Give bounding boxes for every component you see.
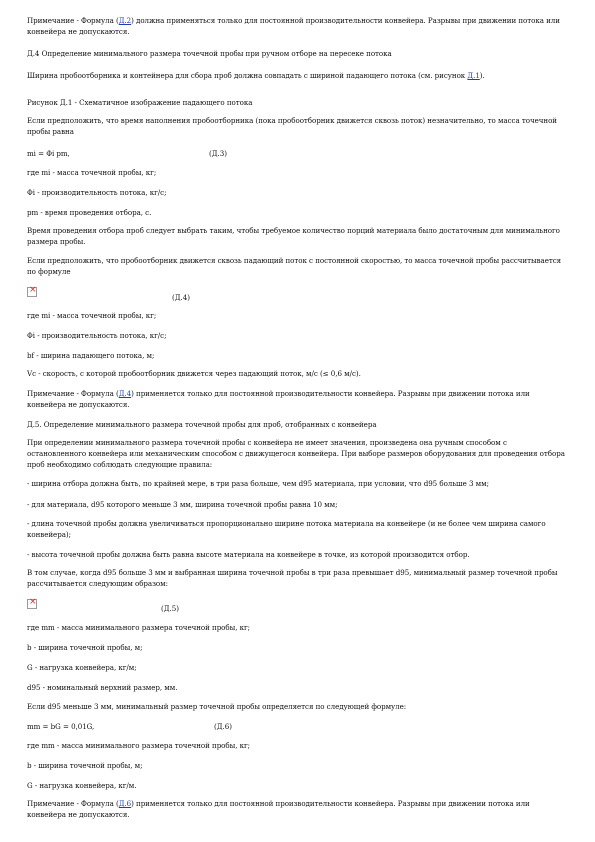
definition-flow-rate: Φi - производительность потока, кг/с;: [27, 331, 167, 340]
rule-item: - высота точечной пробы должна быть равна высоте материала на конвейере в точке, из которой производится отбор.: [27, 550, 470, 559]
formula-d5-image: [27, 599, 37, 609]
note-formula-d6: [27, 798, 567, 820]
note-formula-d4: [27, 388, 567, 410]
note-text: ) должна применяться только для постоянной производительности конвейера. Разрывы при движении потока или конвейера не допускаются.: [27, 16, 560, 36]
definition-flow-rate: Φi - производительность потока, кг/с;: [27, 188, 167, 197]
constant-speed-paragraph: Если предположить, что пробоотборник движется сквозь падающий поток с постоянной скоростью, то масса точечной пробы рассчитывается по формуле: [27, 256, 562, 276]
section-heading-d4: Д.4 Определение минимального размера точечной пробы при ручном отборе на пересеке потока: [27, 49, 392, 58]
definition-stream-width: bf - ширина падающего потока, м;: [27, 351, 155, 360]
definition-increment-width: b - ширина точечной пробы, м;: [27, 761, 143, 770]
definition-conveyor-load: G - нагрузка конвейера, кг/м.: [27, 781, 137, 790]
definition-d95: d95 - номинальный верхний размер, мм.: [27, 683, 178, 692]
definition-mass: где mi - масса точечной пробы, кг;: [27, 311, 157, 320]
definition-min-mass: где mm - масса минимального размера точечной пробы, кг;: [27, 623, 251, 632]
paragraph-text: ).: [479, 71, 485, 80]
note-text: ) применяется только для постоянной производительности конвейера. Разрывы при движении потока или конвейера не допускаются.: [27, 799, 530, 819]
definition-conveyor-load: G - нагрузка конвейера, кг/м;: [27, 663, 137, 672]
formula-d6: mm = bG = 0,01G,: [27, 722, 95, 731]
formula-number-d5: (Д.5): [161, 604, 180, 613]
figure-caption: Рисунок Д.1 - Схематичное изображение падающего потока: [27, 98, 253, 107]
definition-time: pm - время проведения отбора, с.: [27, 208, 152, 217]
formula-number-d4: (Д.4): [172, 293, 191, 302]
rule-item: - длина точечной пробы должна увеличиваться пропорционально ширине потока материала на конвейере (и не более чем ширина самого конвейера);: [27, 519, 546, 539]
sampling-time-paragraph: Если предположить, что время наполнения пробоотборника (пока пробоотборник движется сквозь поток) незначительно, то масса точечной пробы равна: [27, 116, 557, 136]
d95-small-paragraph: Если d95 меньше 3 мм, минимальный размер точечной пробы определяется по следующей формуле:: [27, 702, 407, 711]
figure-link-d1[interactable]: Д.1: [467, 71, 480, 80]
formula-d4-image: [27, 287, 37, 297]
width-paragraph: [27, 70, 567, 81]
formula-link-d2[interactable]: Д.2: [118, 16, 132, 25]
definition-cutter-speed: Vc - скорость, с которой пробоотборник движется через падающий поток, м/с (≤ 0,6 м/с).: [27, 369, 361, 378]
definition-mass: где mi - масса точечной пробы, кг;: [27, 168, 157, 177]
note-text: Примечание - Формула (: [27, 799, 119, 808]
note-text: ) применяется только для постоянной производительности конвейера. Разрывы при движении потока или конвейера не допускаются.: [27, 389, 530, 409]
conveyor-rules-paragraph: При определении минимального размера точечной пробы с конвейера не имеет значения, произведена она ручным способом с остановленного конвейера или механическим способом с движущегося конвейера. При выборе размеров оборудования для проведения отбора проб необходимо соблюдать следующие правила:: [27, 438, 565, 469]
note-text: Примечание - Формула (: [27, 16, 119, 25]
note-formula-d2: [27, 15, 567, 37]
definition-increment-width: b - ширина точечной пробы, м;: [27, 643, 143, 652]
sampling-selection-paragraph: Время проведения отбора проб следует выбрать таким, чтобы требуемое количество порций материала было достаточным для минимального размера пробы.: [27, 226, 560, 246]
paragraph-text: Ширина пробоотборника и контейнера для сбора проб должна совпадать с шириной падающего потока (см. рисунок: [27, 71, 468, 80]
d95-case-paragraph: В том случае, когда d95 больше 3 мм и выбранная ширина точечной пробы в три раза превышает d95, минимальный размер точечной пробы рассчитывается следующим образом:: [27, 568, 558, 588]
formula-link-d6[interactable]: Д.6: [118, 799, 132, 808]
note-text: Примечание - Формула (: [27, 389, 119, 398]
formula-link-d4[interactable]: Д.4: [118, 389, 132, 398]
formula-number-d3: (Д.3): [209, 149, 228, 158]
rule-item: - ширина отбора должна быть, по крайней мере, в три раза больше, чем d95 материала, при условии, что d95 больше 3 мм;: [27, 479, 489, 488]
definition-min-mass: где mm - масса минимального размера точечной пробы, кг;: [27, 741, 251, 750]
rule-item: - для материала, d95 которого меньше 3 мм, ширина точечной пробы равна 10 мм;: [27, 500, 338, 509]
formula-number-d6: (Д.6): [214, 722, 233, 731]
section-heading-d5: Д.5. Определение минимального размера точечной пробы для проб, отобранных с конвейера: [27, 420, 377, 429]
formula-d3: mi = Φi pm,: [27, 149, 70, 158]
